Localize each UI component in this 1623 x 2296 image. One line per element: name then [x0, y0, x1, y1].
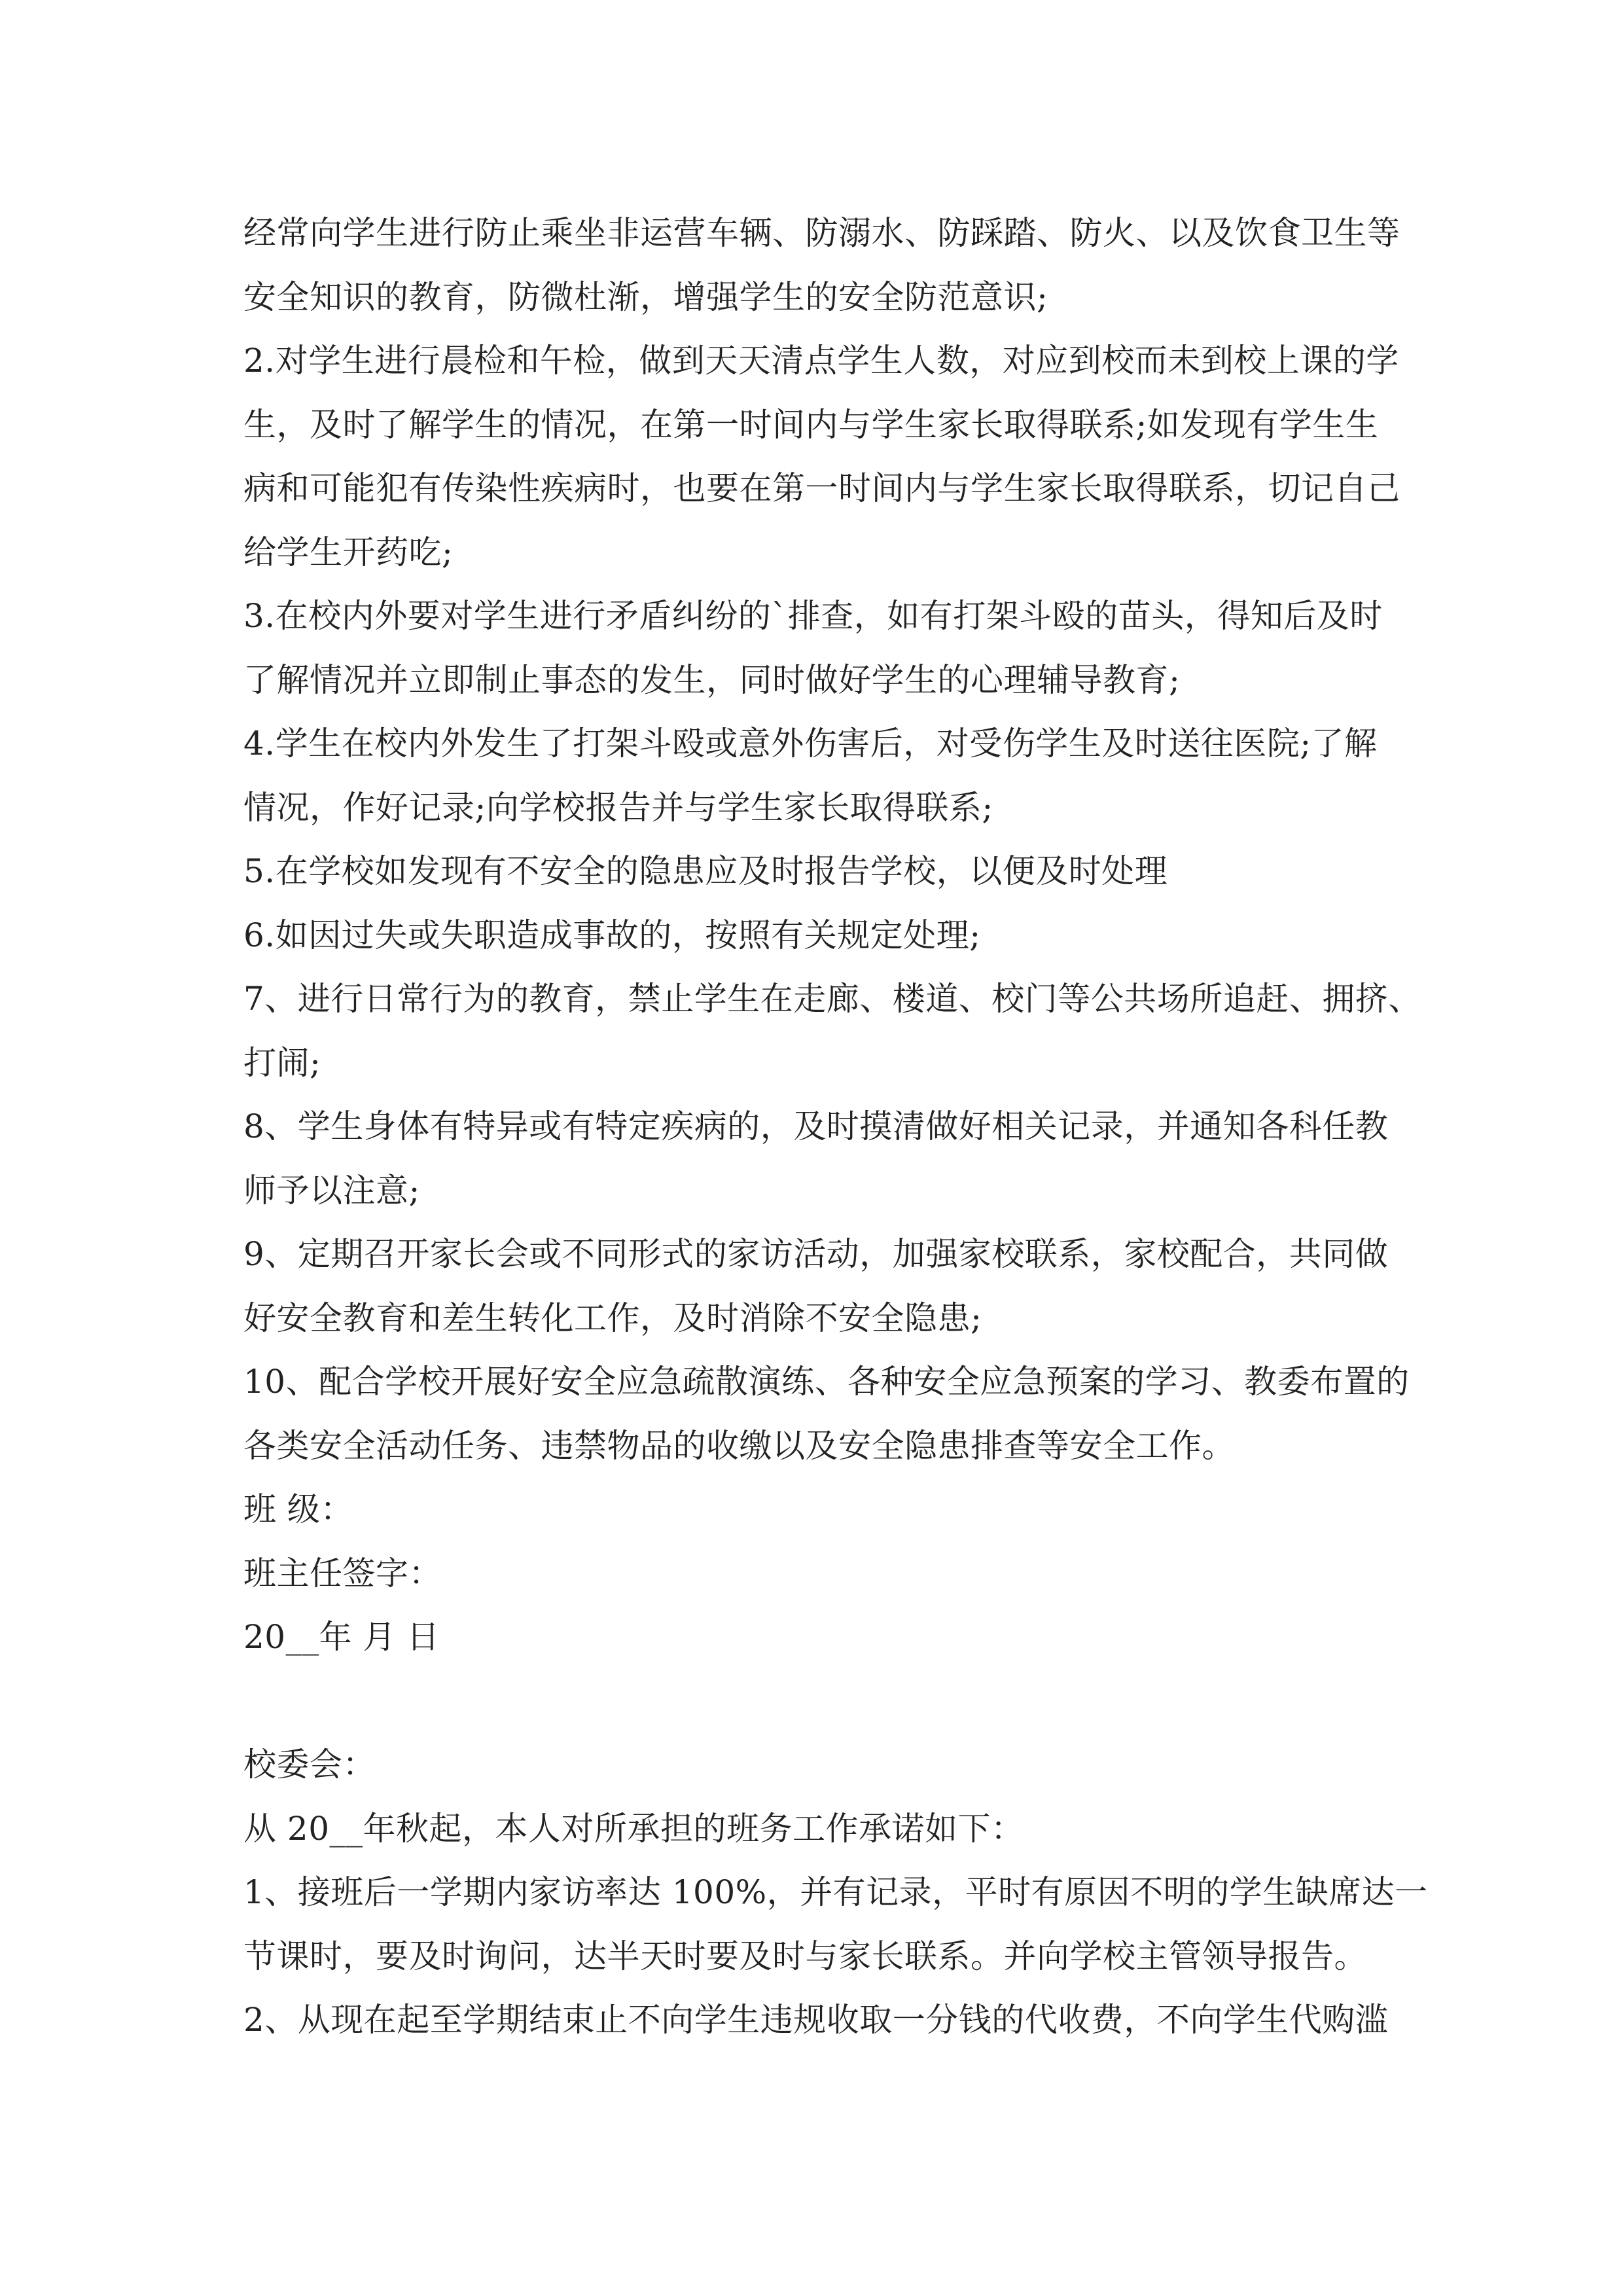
date-line: 20__年 月 日 [243, 1618, 440, 1656]
text-line: 6.如因过失或失职造成事故的，按照有关规定处理; [243, 916, 981, 954]
text-line: 8、学生身体有特异或有特定疾病的，及时摸清做好相关记录，并通知各科任教 [243, 1107, 1389, 1145]
blank-line [243, 1670, 1395, 1734]
text-line: 2.对学生进行晨检和午检，做到天天清点学生人数，对应到校而未到校上课的学 [243, 342, 1399, 380]
text-line: 节课时，要及时询问，达半天时要及时与家长联系。并向学校主管领导报告。 [243, 1937, 1367, 1975]
text-line: 各类安全活动任务、违禁物品的收缴以及安全隐患排查等安全工作。 [243, 1426, 1235, 1465]
text-line: 2、从现在起至学期结束止不向学生违规收取一分钱的代收费，不向学生代购滥 [243, 2001, 1389, 2039]
text-line: 7、进行日常行为的教育，禁止学生在走廊、楼道、校门等公共场所追赶、拥挤、 [243, 980, 1421, 1018]
text-line: 生，及时了解学生的情况，在第一时间内与学生家长取得联系;如发现有学生生 [243, 405, 1379, 444]
text-line: 好安全教育和差生转化工作，及时消除不安全隐患; [243, 1299, 982, 1337]
text-line: 病和可能犯有传染性疾病时，也要在第一时间内与学生家长取得联系，切记自己 [243, 469, 1400, 507]
text-line: 10、配合学校开展好安全应急疏散演练、各种安全应急预案的学习、教委布置的 [243, 1363, 1410, 1401]
text-line: 了解情况并立即制止事态的发生，同时做好学生的心理辅导教育; [243, 660, 1181, 699]
text-line: 打闹; [243, 1043, 321, 1082]
text-line: 安全知识的教育，防微杜渐，增强学生的安全防范意识; [243, 278, 1048, 316]
text-line: 3.在校内外要对学生进行矛盾纠纷的`排查，如有打架斗殴的苗头，得知后及时 [243, 597, 1383, 635]
text-line: 9、定期召开家长会或不同形式的家访活动，加强家校联系，家校配合，共同做 [243, 1235, 1389, 1273]
class-label: 班 级： [243, 1490, 353, 1528]
document-body [243, 202, 1428, 2053]
text-line: 1、接班后一学期内家访率达 100%，并有记录，平时有原因不明的学生缺席达一 [243, 1873, 1428, 1911]
text-line: 情况，作好记录;向学校报告并与学生家长取得联系; [243, 788, 993, 827]
salutation: 校委会： [243, 1746, 376, 1784]
text-line: 给学生开药吃; [243, 533, 454, 571]
text-line: 5.在学校如发现有不安全的隐患应及时报告学校，以便及时处理 [243, 852, 1168, 890]
text-line: 师予以注意; [243, 1171, 420, 1210]
signature-label: 班主任签字： [243, 1554, 442, 1592]
text-line: 经常向学生进行防止乘坐非运营车辆、防溺水、防踩踏、防火、以及饮食卫生等 [243, 214, 1400, 252]
text-line: 从 20__年秋起，本人对所承担的班务工作承诺如下： [243, 1809, 1024, 1848]
text-line: 4.学生在校内外发生了打架斗殴或意外伤害后，对受伤学生及时送往医院;了解 [243, 725, 1378, 762]
